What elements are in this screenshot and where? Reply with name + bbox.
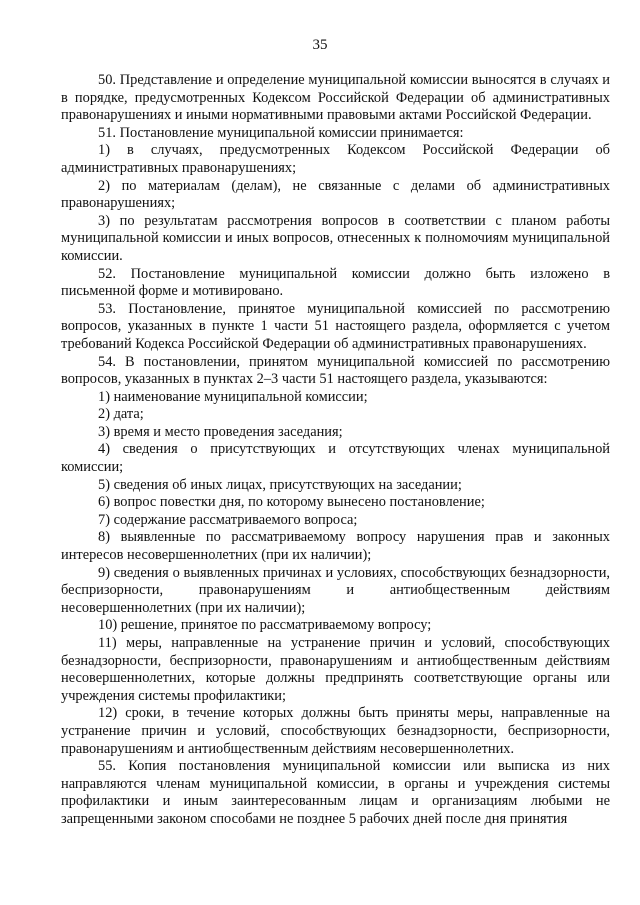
paragraph-53: 53. Постановление, принятое муниципальной комиссией по рассмотрению вопросов, указанных в пункте 1 части 51 настоящего раздела, оформляется с учетом требований Кодекса Российской Федерации об административных правонарушениях.	[61, 300, 610, 352]
paragraph-54-item-10: 10) решение, принятое по рассматриваемому вопросу;	[98, 617, 432, 634]
paragraph-54-item-2: 2) дата;	[98, 406, 144, 423]
document-body	[61, 72, 610, 829]
paragraph-51-item-2: 2) по материалам (делам), не связанные с делами об административных правонарушениях;	[61, 177, 610, 212]
paragraph-51: 51. Постановление муниципальной комиссии принимается:	[98, 124, 464, 141]
paragraph-54-item-8: 8) выявленные по рассматриваемому вопросу нарушения прав и законных интересов несовершеннолетних (при их наличии);	[61, 529, 610, 564]
paragraph-54-item-6: 6) вопрос повестки дня, по которому вынесено постановление;	[98, 494, 485, 511]
paragraph-54: 54. В постановлении, принятом муниципальной комиссией по рассмотрению вопросов, указанных в пунктах 2–3 части 51 настоящего раздела, указываются:	[61, 353, 610, 388]
paragraph-54-item-5: 5) сведения об иных лицах, присутствующих на заседании;	[98, 476, 462, 493]
page-number: 35	[312, 37, 328, 53]
paragraph-52: 52. Постановление муниципальной комиссии должно быть изложено в письменной форме и мотивировано.	[61, 265, 610, 300]
paragraph-51-item-1: 1) в случаях, предусмотренных Кодексом Российской Федерации об административных правонарушениях;	[61, 142, 610, 176]
paragraph-54-item-12: 12) сроки, в течение которых должны быть приняты меры, направленные на устранение причин и условий, способствующих безнадзорности, беспризорности, правонарушениям и антиобщественным действиям несовершеннолетних.	[61, 705, 610, 757]
paragraph-50: 50. Представление и определение муниципальной комиссии выносятся в случаях и в порядке, предусмотренных Кодексом Российской Федерации об административных правонарушениях и иными нормативными правовыми актами Российской Федерации.	[61, 72, 610, 124]
paragraph-54-item-11: 11) меры, направленные на устранение причин и условий, способствующих безнадзорности, беспризорности, правонарушениям и антиобщественным действиям несовершеннолетних, которые должны предпринять соответствующие органы или учреждения системы профилактики;	[61, 635, 610, 704]
paragraph-54-item-7: 7) содержание рассматриваемого вопроса;	[98, 511, 358, 528]
paragraph-54-item-9: 9) сведения о выявленных причинах и условиях, способствующих безнадзорности, беспризорности, правонарушениям и антиобщественным действиям несовершеннолетних (при их наличии);	[61, 564, 610, 616]
paragraph-54-item-1: 1) наименование муниципальной комиссии;	[98, 388, 368, 405]
paragraph-51-item-3: 3) по результатам рассмотрения вопросов в соответствии с планом работы муниципальной комиссии и иных вопросов, отнесенных к полномочиям муниципальной комиссии.	[61, 212, 610, 264]
paragraph-54-item-4: 4) сведения о присутствующих и отсутствующих членах муниципальной комиссии;	[61, 441, 610, 476]
paragraph-55: 55. Копия постановления муниципальной комиссии или выписка из них направляются членам муниципальной комиссии, в органы и учреждения системы профилактики и иным заинтересованным лицам и организациям любыми не запрещенными законом способами не позднее 5 рабочих дней после дня принятия	[61, 758, 610, 827]
paragraph-54-item-3: 3) время и место проведения заседания;	[98, 423, 343, 440]
